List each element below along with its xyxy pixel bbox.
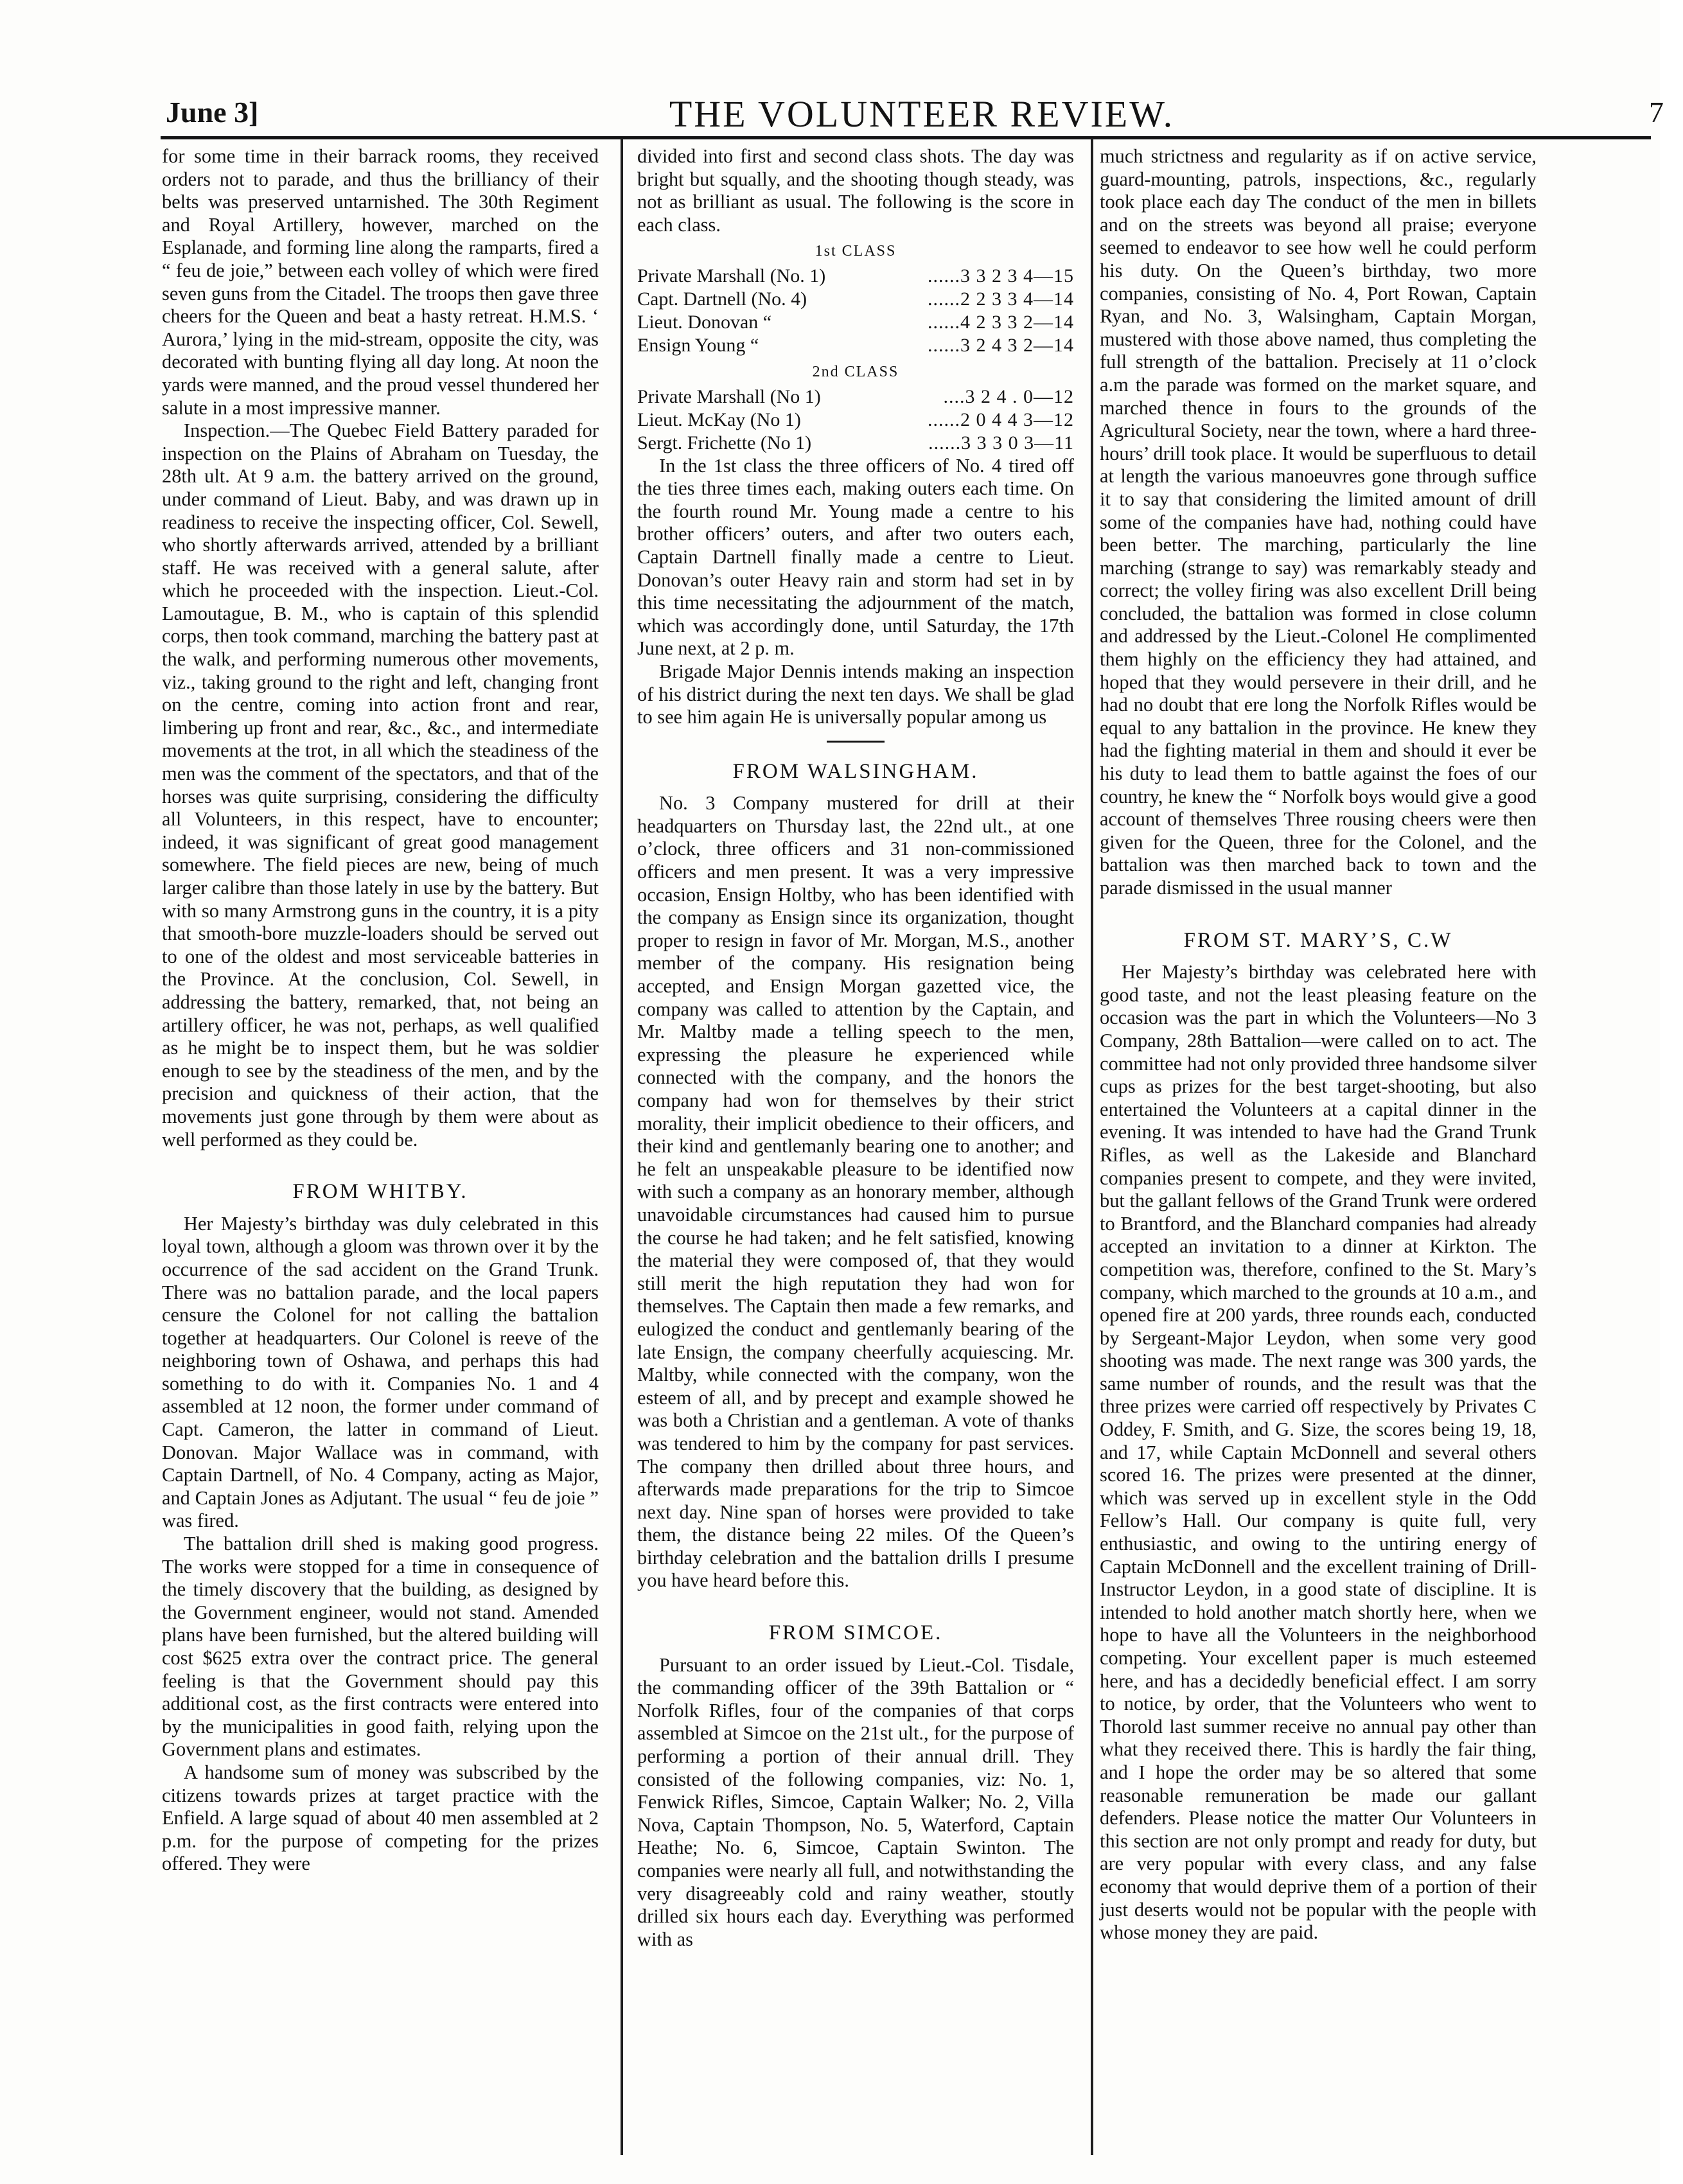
shooter-name: Ensign Young “ — [637, 334, 759, 356]
score-row — [637, 265, 1074, 288]
newspaper-title: THE VOLUNTEER REVIEW. — [669, 93, 1175, 135]
page-number: 7 — [1649, 96, 1664, 128]
shooter-score: ......3 3 3 0 3—11 — [928, 432, 1074, 454]
shooter-name: Lieut. McKay (No 1) — [637, 409, 801, 430]
article-paragraph: Inspection.—The Quebec Field Battery paraded for inspection on the Plains of Abraham on Tuesday, the 28th ult. At 9 a.m. the battery arrived on the ground, under command of Lieut. Baby, and was drawn up in readiness to receive the inspecting officer, Col. Sewell, who shortly afterwards arrived, attended by a brilliant staff. He was received with a general salute, after which he proceeded with the inspection. Lieut.-Col. Lamoutague, B. M., who is captain of this splendid corps, then took command, marching the battery past at the walk, and performing numerous other movements, viz., taking ground to the right and left, changing front on the centre, coming into action front and rear, limbering up front and rear, &c., &c., and intermediate movements at the trot, in all which the steadiness of the men was the comment of the spectators, and that of the horses was quite surprising, considering the difficulty all Volunteers, in this respect, have to encounter; indeed, it was significant of great good management somewhere. The field pieces are new, being of much larger calibre than those lately in use by the battery. But with so many Armstrong guns in the country, it is a pity that smooth-bore muzzle-loaders should be served out to one of the oldest and most serviceable batteries in the Province. At the conclusion, Col. Sewell, in addressing the battery, remarked, that, not being an artillery officer, he was not, perhaps, as well qualified as he might be to inspect them, but he was soldier enough to see by the steadiness of the men, and by the precision and quickness of their action, that the movements just gone through by them were about as well performed as they could be. — [162, 419, 599, 1150]
score-row — [637, 385, 1074, 409]
column-left — [162, 145, 599, 2149]
score-row — [637, 432, 1074, 455]
shooter-name: Private Marshall (No 1) — [637, 385, 821, 407]
score-row — [637, 311, 1074, 334]
header-rule — [161, 136, 1651, 139]
article-paragraph: The battalion drill shed is making good progress. The works were stopped for a time in consequence of the timely discovery that the building, as designed by the Government engineer, would not stand. Amended plans have been furnished, but the altered building will cost $625 extra over the contract price. The general feeling is that the Government should pay this additional cost, as the first contracts were entered into by the municipalities in good faith, relying upon the Government plans and estimates. — [162, 1533, 599, 1761]
article-paragraph: much strictness and regularity as if on active service, guard-mounting, patrols, inspections, &c., regularly took place each day The conduct of the men in billets and on the streets was beyond all praise; everyone seemed to endeavor to see how well he could perform his duty. On the Queen’s birthday, two more companies, consisting of No. 4, Port Rowan, Captain Ryan, and No. 3, Walsingham, Captain Morgan, mustered with those above named, thus completing the full strength of the battalion. Precisely at 11 o’clock a.m the parade was formed on the market square, and marched thence in fours to the grounds of the Agricultural Society, near the town, where a hard three-hours’ drill took place. It would be superfluous to detail at length the various manoeuvres gone through suffice it to say that considering the limited amount of drill some of the companies have had, nothing could have been better. The marching, particularly the line marching (strange to say) was remarkably steady and correct; the volley firing was also excellent Drill being concluded, the battalion was formed in close column and addressed by the Lieut.-Colonel He complimented them highly on the efficiency they had attained, and hoped that they would persevere in their drill, and he had no doubt that ere long the Norfolk Rifles would be equal to any battalion in the province. He knew they had the fighting material in them and should it ever be his duty to lead them to battle against the foes of our country, he knew the “ Norfolk boys would give a good account of themselves Three rousing cheers were then given for the Queen, three for the Colonel, and the battalion was then marched back to town and the parade dismissed in the usual manner — [1100, 145, 1537, 899]
score-row — [637, 288, 1074, 311]
column-divider — [1091, 138, 1093, 2155]
issue-date: June 3] — [166, 96, 259, 128]
score-table-first-class — [637, 265, 1074, 357]
shooter-score: ......3 2 4 3 2—14 — [928, 334, 1074, 356]
article-paragraph: divided into first and second class shots. The day was bright but squally, and the shooting though steady, was not as brilliant as usual. The following is the score in each class. — [637, 145, 1074, 236]
score-table-title: 2nd CLASS — [812, 363, 899, 380]
page-header — [161, 90, 1683, 143]
article-heading: FROM WALSINGHAM. — [732, 759, 979, 783]
article-paragraph: Brigade Major Dennis intends making an inspection of his district during the next ten days. We shall be glad to see him again He is universally popular among us — [637, 660, 1074, 728]
score-row — [637, 334, 1074, 357]
score-table-second-class — [637, 385, 1074, 455]
shooter-score: ......4 2 3 3 2—14 — [928, 311, 1074, 333]
shooter-score: ......3 3 2 3 4—15 — [928, 265, 1074, 286]
column-divider — [621, 138, 623, 2155]
column-right — [1100, 145, 1537, 2149]
article-paragraph: In the 1st class the three officers of No. 4 tired off the ties three times each, making outers each time. On the fourth round Mr. Young made a centre to his brother officers’ outers, and after two outers each, Captain Dartnell finally made a centre to Lieut. Donovan’s outer Heavy rain and storm had set in by this time necessitating the adjournment of the match, which was accordingly done, until Saturday, the 17th June next, at 2 p. m. — [637, 454, 1074, 660]
article-paragraph: A handsome sum of money was subscribed by the citizens towards prizes at target practice with the Enfield. A large squad of about 40 men assembled at 2 p.m. for the purpose of competing for the prizes offered. They were — [162, 1761, 599, 1875]
shooter-name: Lieut. Donovan “ — [637, 311, 772, 333]
shooter-name: Private Marshall (No. 1) — [637, 265, 826, 286]
article-heading: FROM WHITBY. — [292, 1180, 468, 1204]
article-heading: FROM ST. MARY’S, C.W — [1183, 928, 1453, 952]
score-row — [637, 409, 1074, 432]
score-table-title: 1st CLASS — [815, 243, 897, 260]
article-paragraph: Her Majesty’s birthday was duly celebrated in this loyal town, although a gloom was thrown over it by the occurrence of the sad accident on the Grand Trunk. There was no battalion parade, and the local papers censure the Colonel for not calling the battalion together at headquarters. Our Colonel is reeve of the neighboring town of Oshawa, and perhaps this had something to do with it. Companies No. 1 and 4 assembled at 12 noon, the former under command of Capt. Cameron, the latter in command of Lieut. Donovan. Major Wallace was in command, with Captain Dartnell, of No. 4 Company, acting as Major, and Captain Jones as Adjutant. The usual “ feu de joie ” was fired. — [162, 1212, 599, 1532]
article-paragraph: for some time in their barrack rooms, they received orders not to parade, and thus the brilliancy of their belts was preserved untarnished. The 30th Regiment and Royal Artillery, however, marched on the Esplanade, and forming line along the ramparts, fired a “ feu de joie,” between each volley of which were fired seven guns from the Citadel. The troops then gave three cheers for the Queen and beat a hasty retreat. H.M.S. ‘ Aurora,’ lying in the mid-stream, opposite the city, was decorated with bunting flying all day long. At noon the yards were manned, and the proud vessel thundered her salute in a most impressive manner. — [162, 145, 599, 419]
shooter-score: ......2 2 3 3 4—14 — [928, 288, 1074, 310]
article-paragraph: No. 3 Company mustered for drill at their headquarters on Thursday last, the 22nd ult., at one o’clock, three officers and 31 non-commissioned officers and men present. It was a very impressive occasion, Ensign Holtby, who has been identified with the company as Ensign since its organization, thought proper to resign in favor of Mr. Morgan, M.S., another member of the company. His resignation being accepted, and Ensign Morgan gazetted vice, the company was called to attention by the Captain, and Mr. Maltby made a telling speech to the men, expressing the pleasure he experienced while connected with the company, and the honors the company had won for themselves by their strict morality, their implicit obedience to their officers, and their kind and gentlemanly bearing one to another; and he felt an unspeakable pleasure to be identified now with such a company as an honorary member, although unavoidable circumstances had caused him to pursue the course he had taken; and he felt satisfied, knowing the material they were composed of, that they would still merit the high reputation they had won for themselves. The Captain then made a few remarks, and eulogized the conduct and gentlemanly bearing of the late Ensign, the company cheerfully acquiescing. Mr. Maltby, while connected with the company, won the esteem of all, and by precept and example showed he was both a Christian and a gentleman. A vote of thanks was tendered to him by the company for past services. The company then drilled about three hours, and afterwards made preparations for the trip to Simcoe next day. Nine span of horses were provided to take them, the distance being 22 miles. Of the Queen’s birthday celebration and the battalion drills I presume you have heard before this. — [637, 792, 1074, 1592]
article-heading: FROM SIMCOE. — [768, 1621, 943, 1645]
article-paragraph: Her Majesty’s birthday was celebrated here with good taste, and not the least pleasing feature on the occasion was the part in which the Volunteers—No 3 Company, 28th Battalion—were called on to act. The committee had not only provided three handsome silver cups as prizes for the best target-shooting, but also entertained the Volunteers at a capital dinner in the evening. It was intended to have had the Grand Trunk Rifles, as well as the Lakeside and Blanchard companies present to compete, and they were invited, but the gallant fellows of the Grand Trunk were ordered to Brantford, and the Blanchard companies had already accepted an invitation to a dinner at Kirkton. The competition was, therefore, confined to the St. Mary’s company, which marched to the grounds at 10 a.m., and opened fire at 200 yards, three rounds each, conducted by Sergeant-Major Leydon, when some very good shooting was made. The next range was 300 yards, the same number of rounds, and the result was that the three prizes were carried off respectively by Privates C Oddey, F. Smith, and G. Size, the scores being 19, 18, and 17, while Captain McDonnell and several others scored 16. The prizes were presented at the dinner, which was served up in excellent style in the Odd Fellow’s Hall. Our company is quite full, very enthusiastic, and owing to the untiring energy of Captain McDonnell and the excellent training of Drill-Instructor Leydon, in a good state of discipline. It is intended to hold another match shortly here, when we hope to have all the Volunteers in the neighborhood competing. Your excellent paper is much esteemed here, and has a decidedly beneficial effect. I am sorry to notice, by order, that the Volunteers who went to Thorold last summer receive no annual pay other than what they received there. This is hardly the fair thing, and I hope the order may be so altered that some reasonable remuneration be made our gallant defenders. Please notice the matter Our Volunteers in this section are not only prompt and ready for duty, but are very popular with every class, and any false economy that would deprive them of a portion of their just deserts would not be popular with the people with whose money they are paid. — [1100, 961, 1537, 1944]
article-paragraph: Pursuant to an order issued by Lieut.-Col. Tisdale, the commanding officer of the 39th Battalion or “ Norfolk Rifles, four of the companies of that corps assembled at Simcoe on the 21st ult., for the purpose of performing a portion of their annual drill. They consisted of the following companies, viz: No. 1, Fenwick Rifles, Simcoe, Captain Walker; No. 2, Villa Nova, Captain Thompson, No. 5, Waterford, Captain Heathe; No. 6, Simcoe, Captain Swinton. The companies were nearly all full, and notwithstanding the very disagreeably cold and rainy weather, stoutly drilled six hours each day. Everything was performed with as — [637, 1653, 1074, 1950]
shooter-name: Sergt. Frichette (No 1) — [637, 432, 812, 454]
shooter-score: ....3 2 4 . 0—12 — [943, 385, 1074, 407]
shooter-name: Capt. Dartnell (No. 4) — [637, 288, 807, 310]
column-middle — [637, 145, 1074, 2149]
section-rule — [827, 741, 885, 743]
shooter-score: ......2 0 4 4 3—12 — [928, 409, 1074, 430]
